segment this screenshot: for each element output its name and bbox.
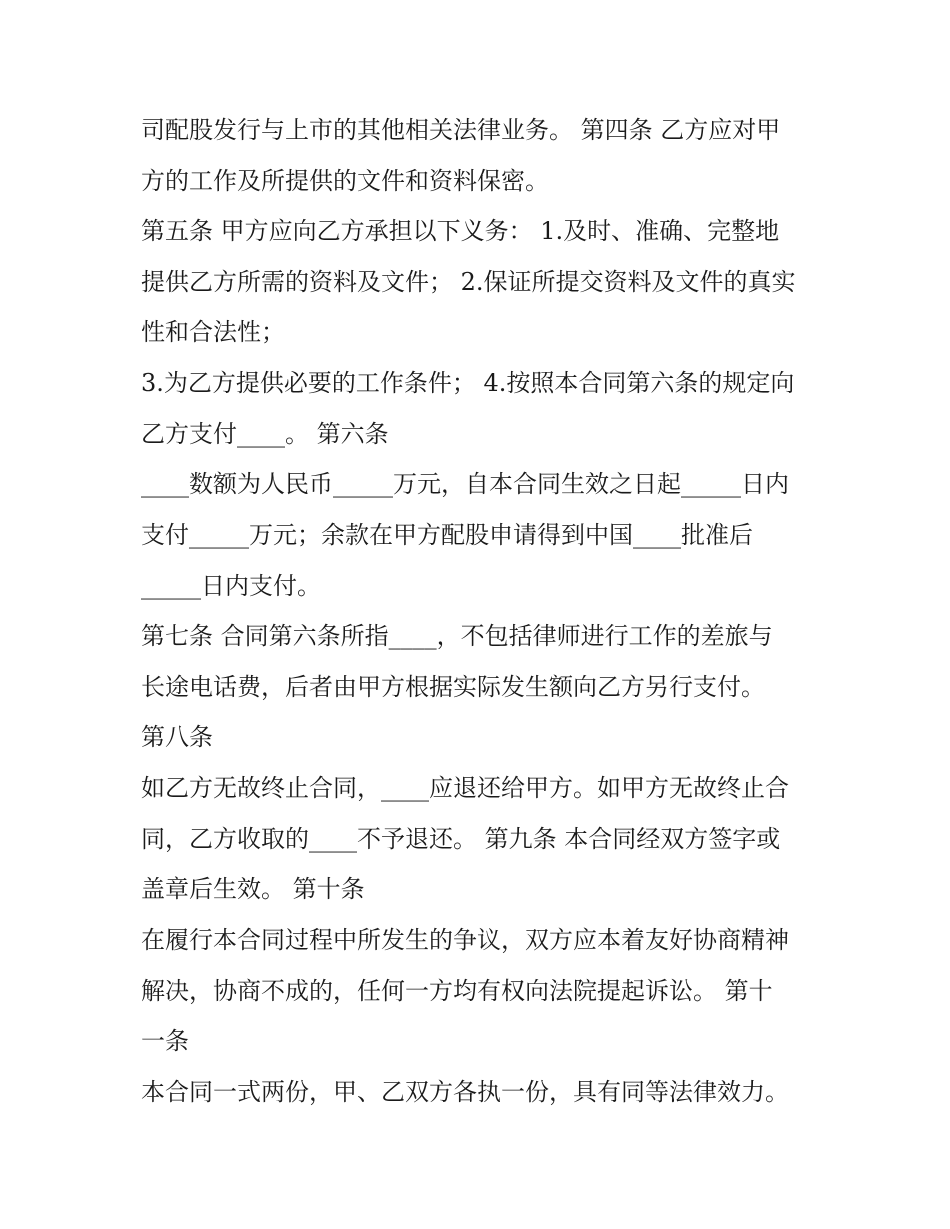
text-line: 第八条 [141, 723, 213, 751]
text-line: _____日内支付。 [141, 572, 321, 600]
text-line: 乙方支付____。 第六条 [141, 420, 389, 448]
text-line: ____数额为人民币_____万元，自本合同生效之日起_____日内 [141, 470, 789, 498]
text-line: 本合同一式两份，甲、乙双方各执一份，具有同等法律效力。 [141, 1078, 789, 1106]
text-line: 如乙方无故终止合同，____应退还给甲方。如甲方无故终止合 [141, 774, 789, 802]
text-line: 第七条 合同第六条所指____，不包括律师进行工作的差旅与 [141, 622, 773, 650]
text-line: 在履行本合同过程中所发生的争议，双方应本着友好协商精神 [141, 926, 789, 954]
text-line: 方的工作及所提供的文件和资料保密。 [141, 167, 549, 195]
text-line: 同，乙方收取的____不予退还。 第九条 本合同经双方签字或 [141, 825, 781, 853]
text-line: 支付_____万元；余款在甲方配股申请得到中国____批准后 [141, 521, 753, 549]
text-line: 长途电话费，后者由甲方根据实际发生额向乙方另行支付。 [141, 673, 765, 701]
text-line: 解决，协商不成的，任何一方均有权向法院提起诉讼。 第十 [141, 977, 773, 1005]
text-line: 3.为乙方提供必要的工作条件； 4.按照本合同第六条的规定向 [141, 369, 795, 397]
text-line: 提供乙方所需的资料及文件； 2.保证所提交资料及文件的真实 [141, 268, 796, 296]
text-line: 盖章后生效。 第十条 [141, 875, 365, 903]
text-line: 一条 [141, 1027, 189, 1055]
text-line: 性和合法性； [141, 318, 285, 346]
text-line: 司配股发行与上市的其他相关法律业务。 第四条 乙方应对甲 [141, 116, 781, 144]
text-line: 第五条 甲方应向乙方承担以下义务： 1.及时、准确、完整地 [141, 217, 780, 245]
